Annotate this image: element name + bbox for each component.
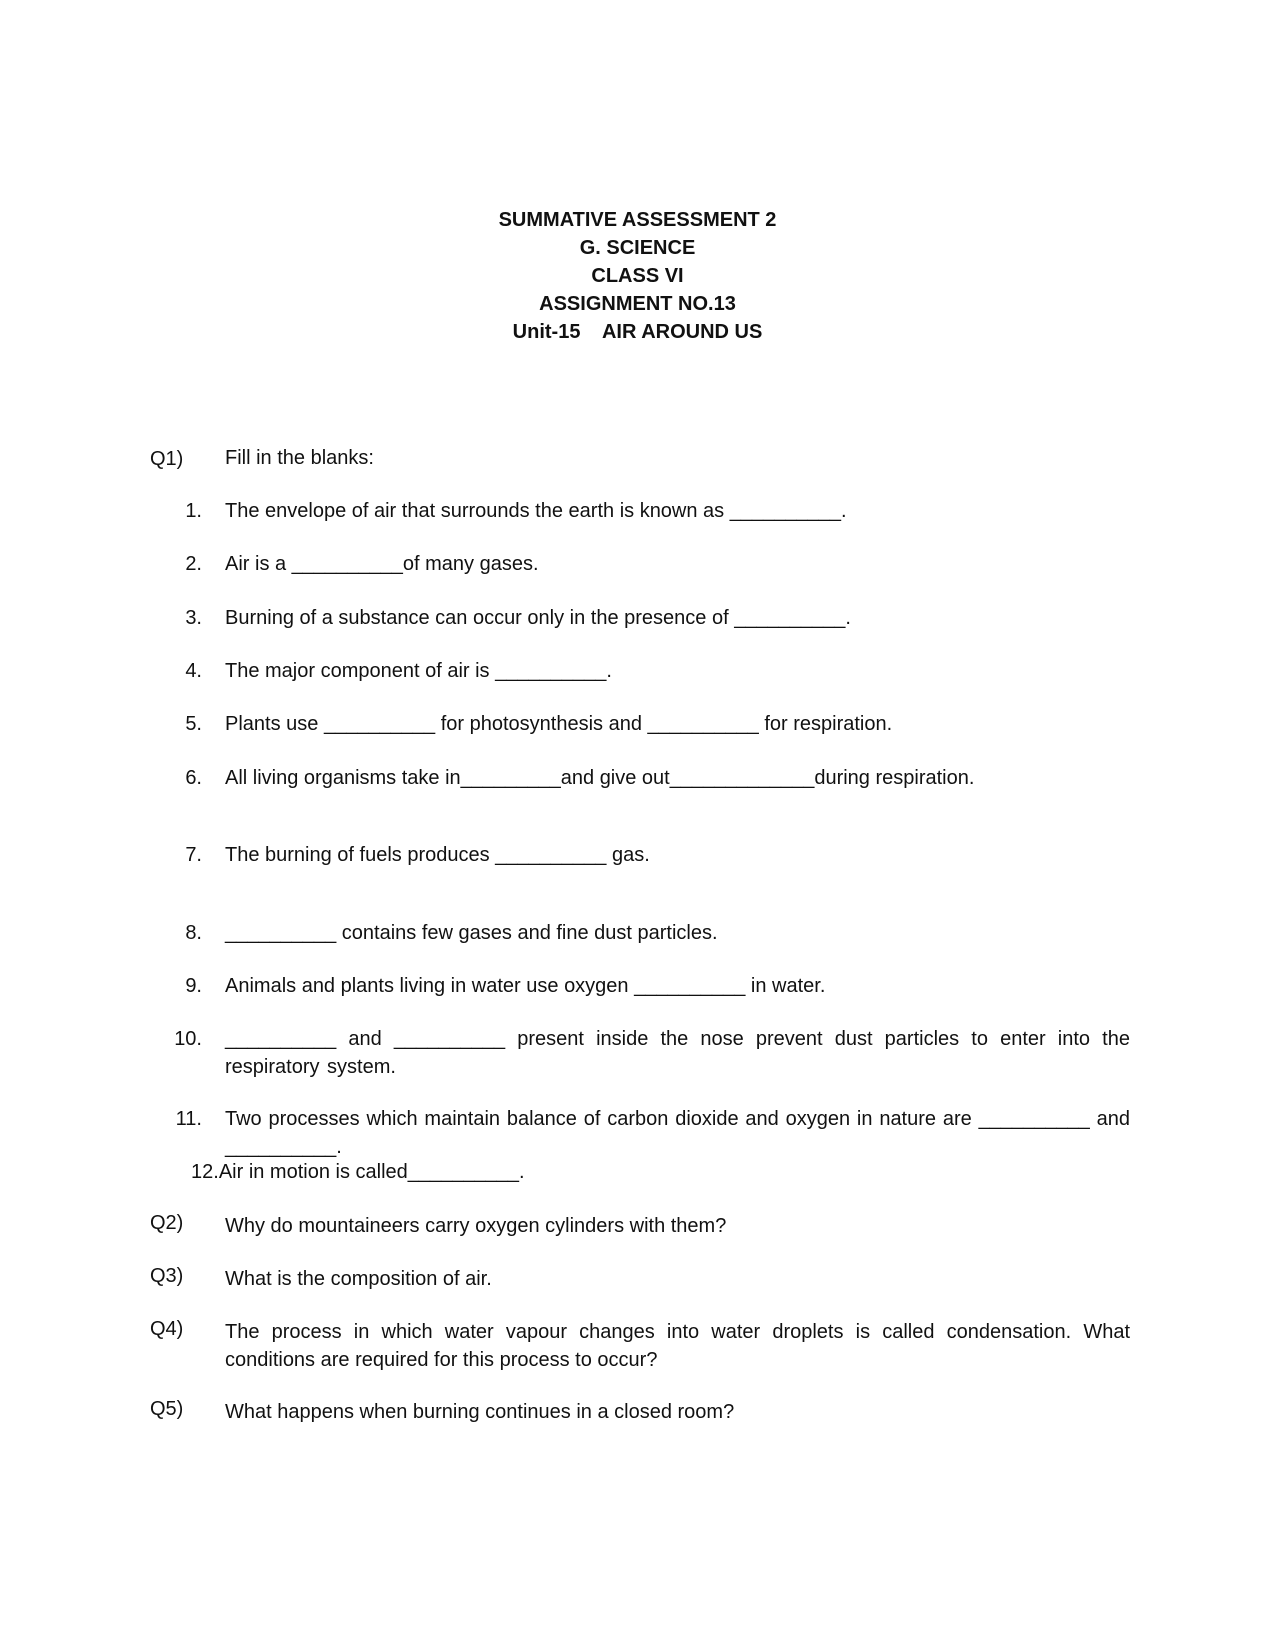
list-item: The major component of air is __________. bbox=[225, 660, 612, 682]
list-item: Air is a __________of many gases. bbox=[225, 553, 539, 575]
question-text-q4: The process in which water vapour changes into water droplets is called condensation. What conditions are required for this process to occur? bbox=[225, 1321, 1130, 1371]
list-item-number: 3. bbox=[185, 607, 202, 629]
assessment-title: SUMMATIVE ASSESSMENT 2 bbox=[498, 209, 777, 231]
list-item: The envelope of air that surrounds the earth is known as __________. bbox=[225, 500, 847, 522]
list-item: The burning of fuels produces __________ gas. bbox=[225, 844, 650, 866]
list-item-number: 7. bbox=[185, 844, 202, 866]
unit-title: Unit-15 AIR AROUND US bbox=[512, 321, 763, 343]
list-item bbox=[191, 1158, 525, 1186]
question-label-q2: Q2) bbox=[150, 1212, 184, 1234]
list-item-number: 8. bbox=[185, 922, 202, 944]
list-item: All living organisms take in_________and give out_____________during respiration. bbox=[225, 767, 975, 789]
list-item-number: 1. bbox=[185, 500, 202, 522]
list-item: Two processes which maintain balance of carbon dioxide and oxygen in nature are __________ and __________. bbox=[225, 1108, 1130, 1158]
assignment-number: ASSIGNMENT NO.13 bbox=[539, 293, 736, 315]
list-item: Burning of a substance can occur only in the presence of __________. bbox=[225, 607, 851, 629]
subject-title: G. SCIENCE bbox=[579, 237, 696, 259]
list-item-number: 11. bbox=[175, 1108, 202, 1130]
question-label-q1: Q1) bbox=[150, 448, 184, 470]
list-item-number: 5. bbox=[185, 713, 202, 735]
question-text-q3: What is the composition of air. bbox=[225, 1268, 492, 1290]
list-item-number: 2. bbox=[185, 553, 202, 575]
list-item: Plants use __________ for photosynthesis and __________ for respiration. bbox=[225, 713, 893, 735]
list-item: Animals and plants living in water use oxygen __________ in water. bbox=[225, 975, 826, 997]
document-header bbox=[0, 206, 1275, 346]
list-item-text: Air in motion is called__________. bbox=[218, 1161, 525, 1183]
question-label-q4: Q4) bbox=[150, 1318, 184, 1340]
list-item: __________ contains few gases and fine dust particles. bbox=[225, 922, 718, 944]
list-item-number: 12. bbox=[191, 1161, 219, 1183]
list-item: __________ and __________ present inside the nose prevent dust particles to enter into the respiratory system. bbox=[225, 1028, 1130, 1078]
question-label-q3: Q3) bbox=[150, 1265, 184, 1287]
list-item-number: 9. bbox=[185, 975, 202, 997]
question-text-q1: Fill in the blanks: bbox=[225, 447, 374, 469]
question-text-q5: What happens when burning continues in a closed room? bbox=[225, 1401, 735, 1423]
list-item-number: 4. bbox=[185, 660, 202, 682]
question-text-q2: Why do mountaineers carry oxygen cylinders with them? bbox=[225, 1215, 727, 1237]
class-title: CLASS VI bbox=[591, 265, 684, 287]
list-item-number: 6. bbox=[185, 767, 202, 789]
list-item-number: 10. bbox=[174, 1028, 202, 1050]
question-label-q5: Q5) bbox=[150, 1398, 184, 1420]
